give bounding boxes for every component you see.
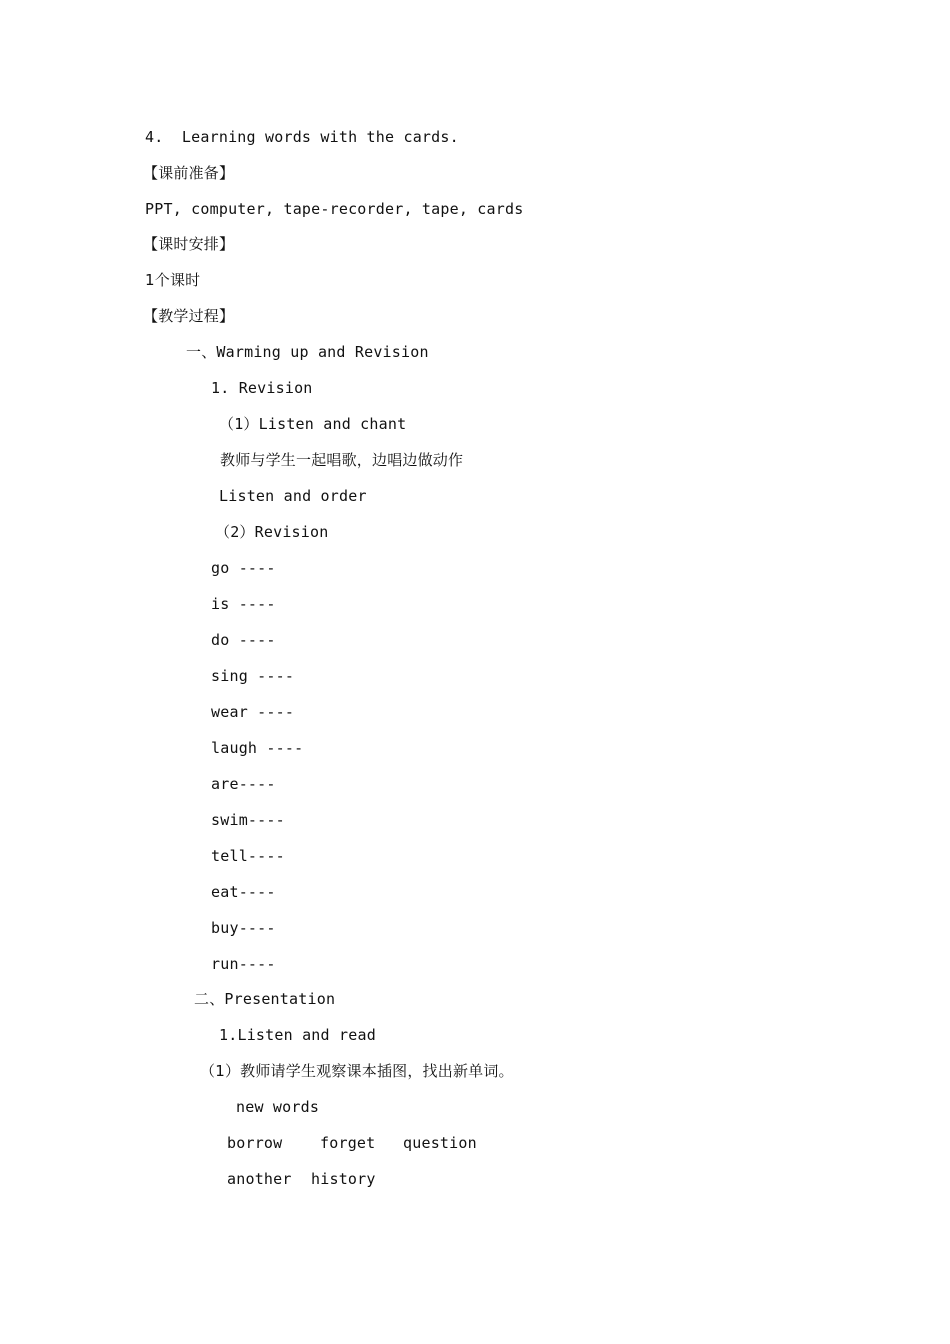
part2-step1: 1.Listen and read [219,1026,376,1044]
process-heading: 【教学过程】 [143,307,235,325]
new-words-label: new words [236,1098,320,1116]
revision-word: tell---- [211,847,285,865]
schedule-heading: 【课时安排】 [143,235,235,253]
preparation-items: PPT, computer, tape-recorder, tape, cards [145,200,524,218]
part1-sub1-desc: 教师与学生一起唱歌，边唱边做动作 [220,451,464,469]
part1-step1: 1. Revision [211,379,313,397]
new-word: history [311,1170,376,1188]
part2-sub1: （1）教师请学生观察课本插图，找出新单词。 [200,1062,514,1080]
revision-word: eat---- [211,883,276,901]
revision-word: laugh ---- [211,739,304,757]
revision-word: sing ---- [211,667,295,685]
new-word: forget [320,1134,376,1152]
intro-item: 4. Learning words with the cards. [145,128,459,146]
part1-sub1-extra: Listen and order [219,487,367,505]
new-word: borrow [227,1134,283,1152]
revision-word: run---- [211,955,276,973]
revision-word: wear ---- [211,703,295,721]
revision-word: swim---- [211,811,285,829]
part1-sub2: （2）Revision [215,523,329,541]
revision-word: is ---- [211,595,276,613]
revision-word: go ---- [211,559,276,577]
new-word: question [403,1134,477,1152]
part1-sub1: （1）Listen and chant [219,415,407,433]
revision-word: buy---- [211,919,276,937]
part1-title: 一、Warming up and Revision [186,343,429,361]
revision-word: do ---- [211,631,276,649]
preparation-heading: 【课前准备】 [143,164,235,182]
schedule-value: 1个课时 [145,271,201,289]
part2-title: 二、Presentation [194,990,336,1008]
new-word: another [227,1170,292,1188]
revision-word: are---- [211,775,276,793]
